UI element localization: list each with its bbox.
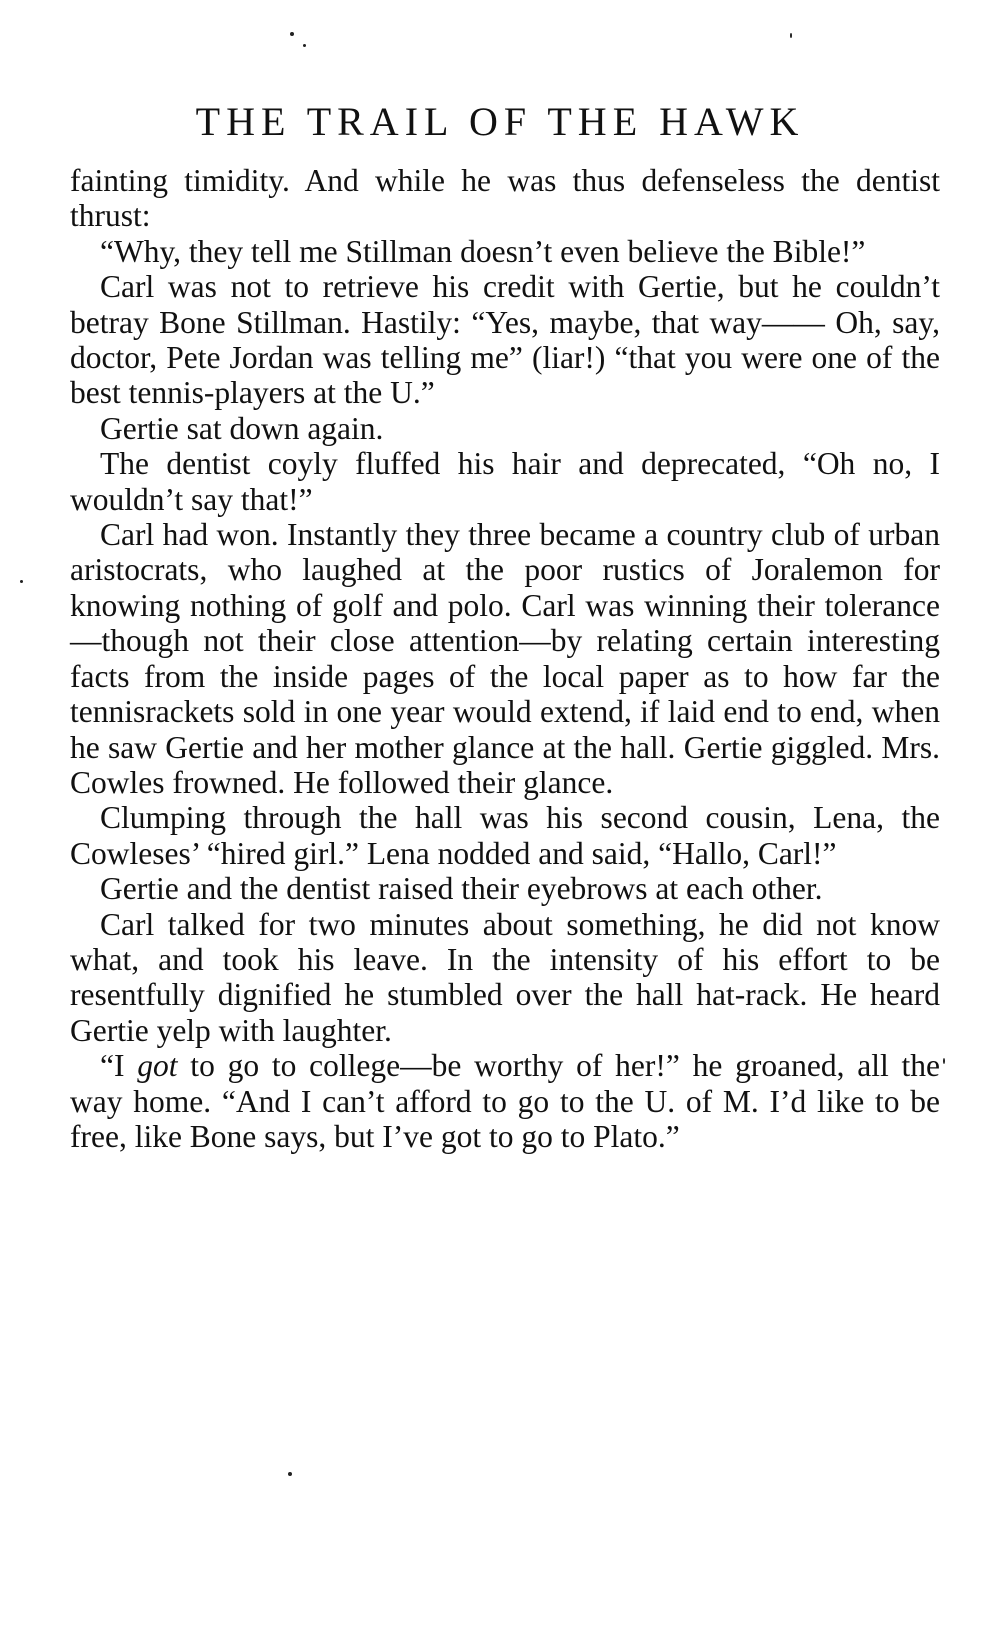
body-text [70,163,940,1154]
paragraph: Carl talked for two minutes about something, he did not know what, and took his leave. In the intensity of his effort to be resentfully dignified he stumbled over the hall hat-rack. He heard Gertie yelp with laughter. [70,906,940,1048]
ink-speck [290,32,294,36]
paragraph-last [70,1048,940,1154]
paragraph: Clumping through the hall was his second cousin, Lena, the Cowleses’ “hired girl.” Lena nodded and said, “Hallo, Carl!” [70,800,940,871]
text-run: “I [100,1048,138,1084]
paragraph: Gertie sat down again. [100,410,384,446]
paragraph: Carl was not to retrieve his credit with Gertie, but he couldn’t betray Bone Stillman. Hastily: “Yes, maybe, that way—— Oh, say, doctor, Pete Jordan was telling me” (liar!) “that you were one of the best tennis-players at the U.” [70,269,940,411]
paragraph: The dentist coyly fluffed his hair and deprecated, “Oh no, I wouldn’t say that!” [70,446,940,517]
ink-speck [943,1058,945,1064]
paragraph: “Why, they tell me Stillman doesn’t even believe the Bible!” [100,233,866,269]
italic-word: got [137,1048,178,1084]
ink-speck [288,1472,292,1476]
running-head: THE TRAIL OF THE HAWK [195,99,805,144]
text-run: to go to college—be worthy of her!” he groaned, all the way home. “And I can’t afford to go to the U. of M. I’d like to be free, like Bone says, but I’ve got to go to Plato.” [70,1048,940,1154]
paragraph: fainting timidity. And while he was thus defenseless the dentist thrust: [70,163,940,234]
paragraph: Carl had won. Instantly they three became a country club of urban aristocrats, who laughed at the poor rustics of Joralemon for knowing nothing of golf and polo. Carl was winning their tolerance—though not their close attention—by relating certain interesting facts from the inside pages of the local paper as to how far the tennisrackets sold in one year would extend, if laid end to end, when he saw Gertie and her mother glance at the hall. Gertie giggled. Mrs. Cowles frowned. He followed their glance. [70,517,940,800]
ink-speck [303,44,306,47]
ink-speck [20,580,23,583]
ink-speck [790,33,792,38]
paragraph: Gertie and the dentist raised their eyebrows at each other. [100,871,823,907]
